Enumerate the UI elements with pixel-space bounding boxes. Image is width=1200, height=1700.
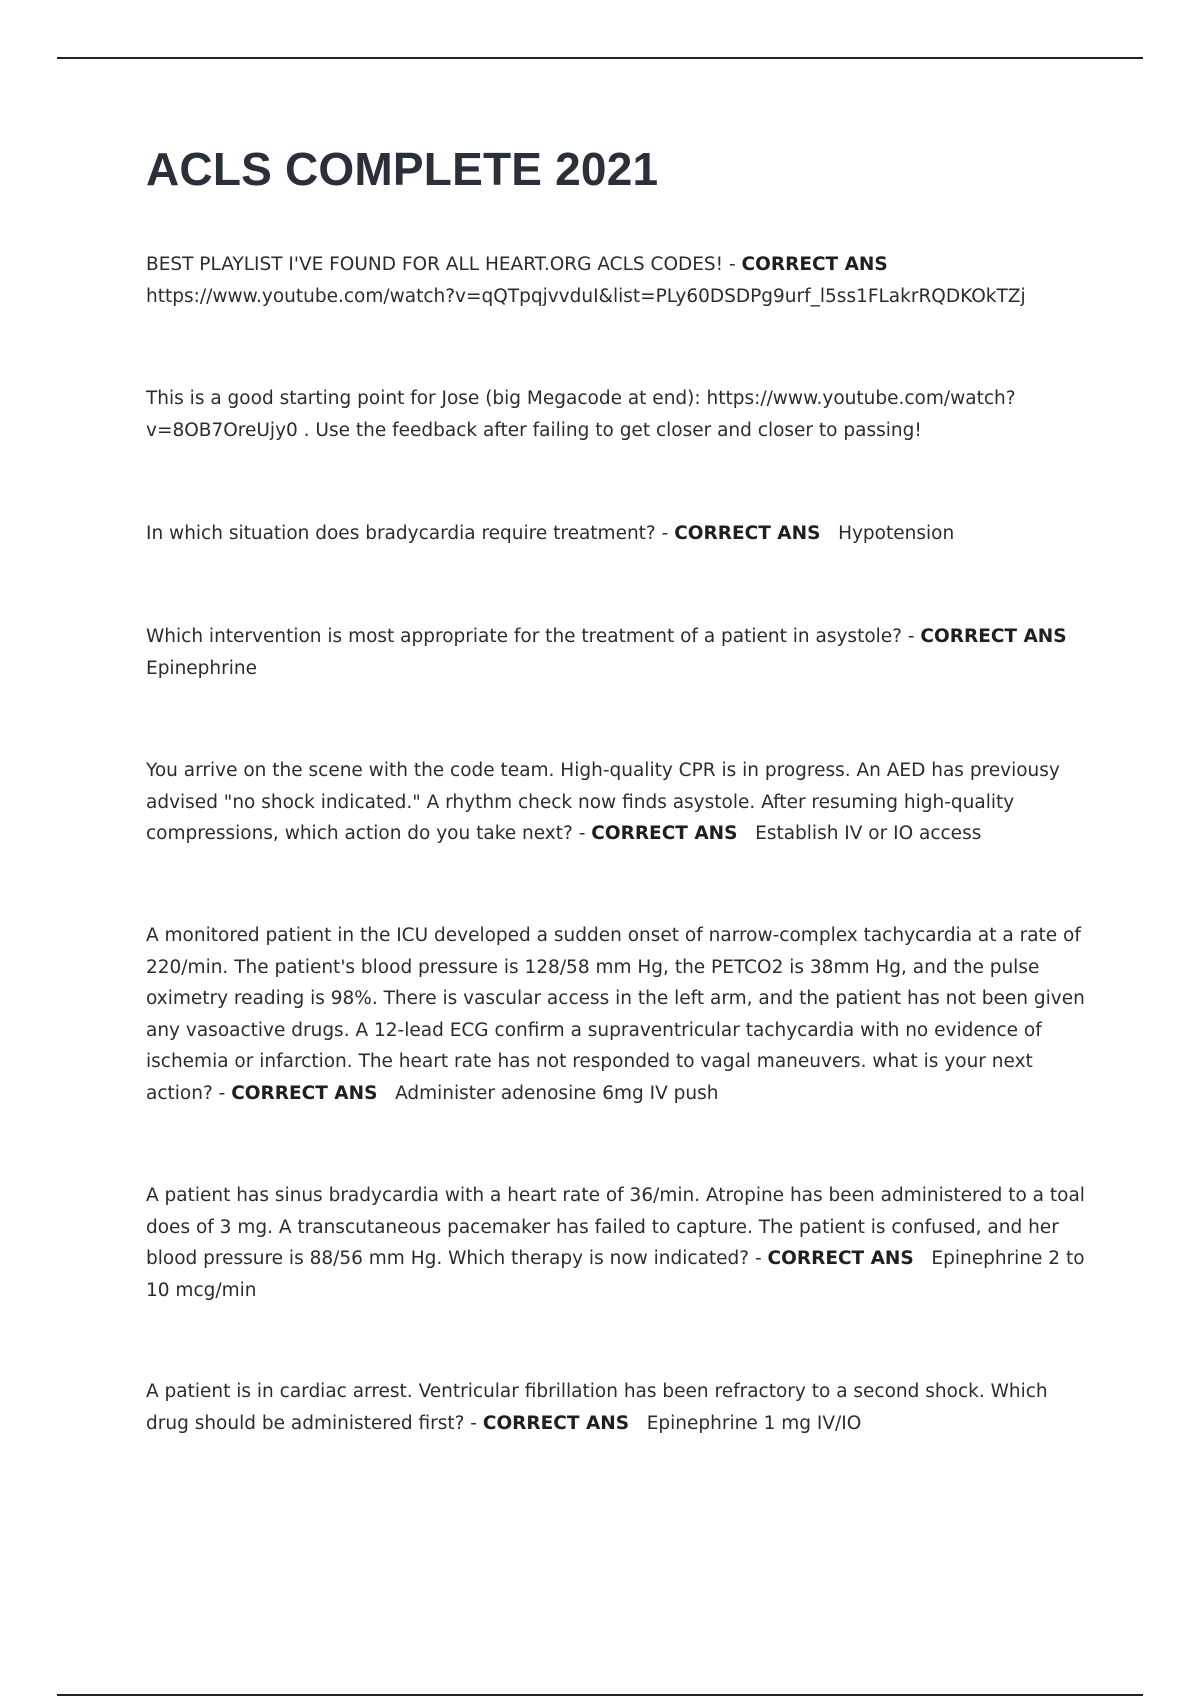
question-text: BEST PLAYLIST I'VE FOUND FOR ALL HEART.ORG ACLS CODES! -	[146, 254, 742, 275]
question-text: In which situation does bradycardia require treatment? -	[146, 523, 675, 544]
answer-text: Hypotension	[838, 523, 955, 544]
note-text: This is a good starting point for Jose (big Megacode at end): https://www.youtube.com/watch?v=8OB7OreUjy0 . Use the feedback after failing to get closer and closer to passing!	[146, 388, 1016, 441]
answer-label: CORRECT ANS	[741, 254, 888, 275]
qa-item	[146, 920, 1091, 1109]
answer-label: CORRECT ANS	[674, 523, 821, 544]
qa-item	[146, 1376, 1091, 1439]
footer-rule	[57, 1694, 1143, 1696]
answer-text: Administer adenosine 6mg IV push	[395, 1082, 719, 1104]
answer-label: CORRECT ANS	[231, 1082, 378, 1104]
question-text: A patient has sinus bradycardia with a heart rate of 36/min. Atropine has been administered to a toal does of 3 mg. A transcutaneous pacemaker has failed to capture. The patient is confused, and her blood pressure is 88/56 mm Hg. Which therapy is now indicated? -	[146, 1185, 1085, 1269]
qa-item	[146, 621, 1091, 684]
qa-item	[146, 755, 1091, 850]
answer-label: CORRECT ANS	[920, 626, 1067, 647]
question-text: A monitored patient in the ICU developed a sudden onset of narrow-complex tachycardia at a rate of 220/min. The patient's blood pressure is 128/58 mm Hg, the PETCO2 is 38mm Hg, and the pulse oximetry reading is 98%. There is vascular access in the left arm, and the patient has not been given any vasoactive drugs. A 12-lead ECG confirm a supraventricular tachycardia with no evidence of ischemia or infarction. The heart rate has not responded to vagal maneuvers. what is your next action? -	[146, 925, 1085, 1104]
qa-item	[146, 518, 1091, 550]
question-text: Which intervention is most appropriate for the treatment of a patient in asystole? -	[146, 626, 921, 647]
answer-text: Epinephrine 2 to 10 mcg/min	[146, 1248, 1085, 1301]
answer-label: CORRECT ANS	[482, 1412, 630, 1434]
answer-label: CORRECT ANS	[767, 1248, 914, 1269]
qa-item	[146, 1180, 1091, 1306]
qa-item	[146, 249, 1091, 312]
header-rule	[57, 57, 1143, 59]
answer-label: CORRECT ANS	[591, 823, 738, 844]
page-title: ACLS COMPLETE 2021	[146, 143, 659, 195]
answer-link[interactable]: https://www.youtube.com/watch?v=qQTpqjvvduI&list=PLy60DSDPg9urf_l5ss1FLakrRQDKOkTZj	[146, 285, 1026, 307]
answer-text: Epinephrine	[146, 657, 257, 679]
answer-text: Establish IV or IO access	[755, 823, 982, 844]
question-text: A patient is in cardiac arrest. Ventricular fibrillation has been refractory to a second shock. Which drug should be administered first? -	[146, 1381, 1048, 1434]
question-text: You arrive on the scene with the code team. High-quality CPR is in progress. An AED has previousy advised "no shock indicated." A rhythm check now finds asystole. After resuming high-quality compressions, which action do you take next? -	[146, 760, 1060, 844]
qa-item	[146, 383, 1091, 446]
answer-text: Epinephrine 1 mg IV/IO	[646, 1412, 862, 1434]
